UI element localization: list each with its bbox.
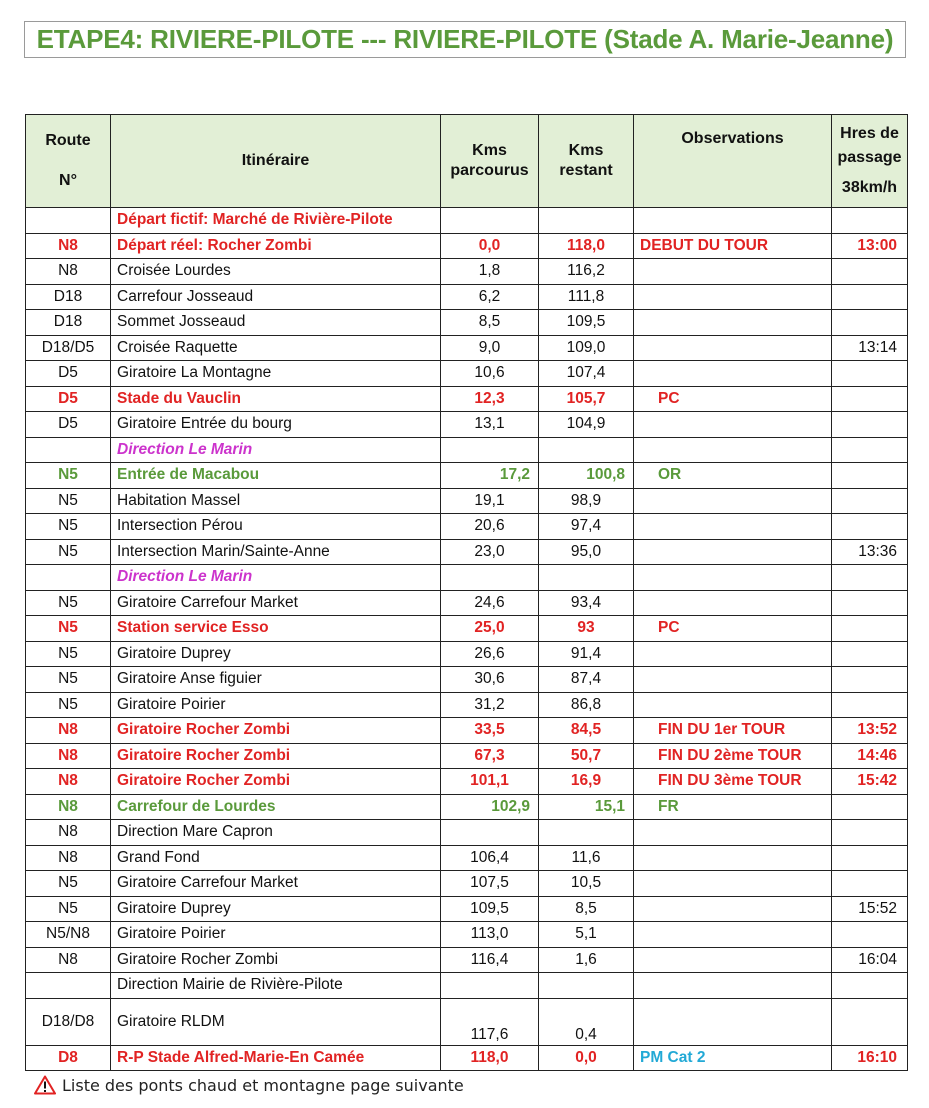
observations-cell: PC [634,616,832,642]
kms-restant-cell [539,820,634,846]
table-row [26,1045,908,1071]
observations-cell: PC [634,386,832,412]
route-cell: N5 [26,463,111,489]
footer-note [34,1073,464,1097]
route-cell: N5 [26,514,111,540]
hres-passage-cell [832,845,908,871]
route-cell: D18 [26,310,111,336]
route-cell: N5 [26,871,111,897]
itinerary-cell: Giratoire Rocher Zombi [111,743,441,769]
kms-parcourus-cell: 26,6 [441,641,539,667]
hres-passage-cell [832,284,908,310]
route-cell [26,437,111,463]
hres-passage-cell [832,463,908,489]
route-cell: N5 [26,488,111,514]
hres-passage-cell: 13:52 [832,718,908,744]
kms-parcourus-cell: 25,0 [441,616,539,642]
observations-cell [634,284,832,310]
itinerary-cell: Giratoire La Montagne [111,361,441,387]
kms-parcourus-cell: 19,1 [441,488,539,514]
table-row [26,514,908,540]
observations-cell: DEBUT DU TOUR [634,233,832,259]
hres-passage-cell [832,871,908,897]
kms-restant-cell [539,208,634,234]
hres-passage-cell [832,922,908,948]
observations-cell [634,361,832,387]
route-cell: N8 [26,845,111,871]
route-cell: N8 [26,233,111,259]
kms-restant-cell: 95,0 [539,539,634,565]
hres-passage-cell [832,361,908,387]
table-row [26,820,908,846]
route-cell: D18/D5 [26,335,111,361]
itinerary-cell: Giratoire Carrefour Market [111,871,441,897]
observations-cell: FIN DU 1er TOUR [634,718,832,744]
observations-cell [634,259,832,285]
itinerary-cell: Giratoire Anse figuier [111,667,441,693]
table-row [26,284,908,310]
table-row [26,590,908,616]
kms-parcourus-cell: 20,6 [441,514,539,540]
observations-cell [634,565,832,591]
kms-parcourus-cell: 116,4 [441,947,539,973]
kms-parcourus-cell: 8,5 [441,310,539,336]
kms-restant-cell: 104,9 [539,412,634,438]
header-kms-restant [539,115,634,208]
table-row [26,743,908,769]
hres-passage-cell [832,998,908,1045]
kms-parcourus-cell [441,208,539,234]
observations-cell: OR [634,463,832,489]
itinerary-cell: Giratoire RLDM [111,998,441,1045]
observations-cell [634,590,832,616]
kms-restant-cell: 109,5 [539,310,634,336]
observations-cell: FR [634,794,832,820]
table-header-row [26,115,908,208]
header-kms-parcourus-line2: parcourus [450,162,529,179]
hres-passage-cell: 13:14 [832,335,908,361]
kms-restant-cell: 8,5 [539,896,634,922]
kms-parcourus-cell: 109,5 [441,896,539,922]
observations-cell [634,412,832,438]
kms-parcourus-cell: 1,8 [441,259,539,285]
table-row [26,998,908,1045]
itinerary-cell: Direction Mairie de Rivière-Pilote [111,973,441,999]
itinerary-cell: Croisée Raquette [111,335,441,361]
itinerary-cell: Carrefour Josseaud [111,284,441,310]
kms-parcourus-cell: 17,2 [441,463,539,489]
table-row [26,667,908,693]
table-row [26,896,908,922]
itinerary-cell: Sommet Josseaud [111,310,441,336]
kms-parcourus-cell [441,820,539,846]
footer-text: Liste des ponts chaud et montagne page suivante [62,1075,464,1095]
hres-passage-cell: 15:52 [832,896,908,922]
observations-cell [634,845,832,871]
route-cell [26,208,111,234]
hres-passage-cell: 16:10 [832,1045,908,1071]
header-kms-parcourus-line1: Kms [472,142,507,159]
route-cell: D8 [26,1045,111,1071]
route-cell: N5 [26,692,111,718]
itinerary-cell: R-P Stade Alfred-Marie-En Camée [111,1045,441,1071]
route-cell: N5 [26,641,111,667]
kms-parcourus-cell: 12,3 [441,386,539,412]
route-cell: N8 [26,718,111,744]
table-row [26,386,908,412]
kms-parcourus-cell: 10,6 [441,361,539,387]
itinerary-cell: Grand Fond [111,845,441,871]
itinerary-cell: Giratoire Rocher Zombi [111,769,441,795]
kms-parcourus-cell: 102,9 [441,794,539,820]
route-cell: D5 [26,386,111,412]
route-cell: D18/D8 [26,998,111,1045]
observations-cell [634,692,832,718]
observations-cell [634,641,832,667]
hres-passage-cell [832,437,908,463]
kms-restant-cell: 11,6 [539,845,634,871]
kms-restant-cell [539,973,634,999]
kms-parcourus-cell: 106,4 [441,845,539,871]
observations-cell [634,335,832,361]
table-row [26,361,908,387]
hres-passage-cell [832,820,908,846]
observations-cell [634,539,832,565]
route-cell: D5 [26,361,111,387]
kms-parcourus-cell: 31,2 [441,692,539,718]
table-row [26,947,908,973]
observations-cell [634,998,832,1045]
observations-cell [634,488,832,514]
hres-passage-cell: 16:04 [832,947,908,973]
table-row [26,973,908,999]
table-row [26,616,908,642]
kms-restant-cell: 93 [539,616,634,642]
table-row [26,233,908,259]
observations-cell: FIN DU 3ème TOUR [634,769,832,795]
warning-icon [34,1075,56,1095]
hres-passage-cell [832,692,908,718]
itinerary-table [25,114,908,1071]
observations-cell [634,208,832,234]
route-cell: D18 [26,284,111,310]
hres-passage-cell [832,386,908,412]
route-cell [26,565,111,591]
kms-restant-cell: 98,9 [539,488,634,514]
hres-passage-cell: 13:36 [832,539,908,565]
itinerary-cell: Giratoire Poirier [111,922,441,948]
itinerary-cell: Giratoire Duprey [111,896,441,922]
observations-cell [634,437,832,463]
observations-cell [634,667,832,693]
kms-restant-cell: 111,8 [539,284,634,310]
itinerary-cell: Départ fictif: Marché de Rivière-Pilote [111,208,441,234]
header-observations [634,115,832,208]
table-row [26,718,908,744]
kms-parcourus-cell: 30,6 [441,667,539,693]
kms-parcourus-cell: 107,5 [441,871,539,897]
kms-restant-cell: 15,1 [539,794,634,820]
itinerary-cell: Giratoire Rocher Zombi [111,947,441,973]
table-row [26,437,908,463]
kms-restant-cell: 93,4 [539,590,634,616]
kms-restant-cell: 105,7 [539,386,634,412]
observations-cell [634,514,832,540]
table-row [26,310,908,336]
table-row [26,259,908,285]
table-row [26,412,908,438]
kms-parcourus-cell [441,437,539,463]
kms-parcourus-cell: 6,2 [441,284,539,310]
itinerary-cell: Intersection Pérou [111,514,441,540]
header-hres-speed: 38km/h [841,179,898,196]
table-row [26,845,908,871]
kms-restant-cell: 87,4 [539,667,634,693]
kms-restant-cell: 0,0 [539,1045,634,1071]
itinerary-cell: Entrée de Macabou [111,463,441,489]
kms-restant-cell: 116,2 [539,259,634,285]
observations-cell [634,871,832,897]
kms-restant-cell: 5,1 [539,922,634,948]
itinerary-cell: Giratoire Carrefour Market [111,590,441,616]
kms-parcourus-cell: 9,0 [441,335,539,361]
table-row [26,565,908,591]
kms-restant-cell: 118,0 [539,233,634,259]
kms-parcourus-cell: 101,1 [441,769,539,795]
kms-parcourus-cell: 67,3 [441,743,539,769]
observations-cell [634,947,832,973]
header-hres [832,115,908,208]
kms-restant-cell [539,565,634,591]
header-route [26,115,111,208]
kms-restant-cell: 91,4 [539,641,634,667]
hres-passage-cell [832,641,908,667]
header-kms-restant-line1: Kms [568,142,604,159]
header-itineraire-label: Itinéraire [241,152,310,169]
table-row [26,488,908,514]
itinerary-cell: Giratoire Rocher Zombi [111,718,441,744]
kms-parcourus-cell: 0,0 [441,233,539,259]
route-cell: N5 [26,590,111,616]
route-cell: N5 [26,539,111,565]
route-cell: N5 [26,616,111,642]
hres-passage-cell [832,208,908,234]
itinerary-cell: Giratoire Entrée du bourg [111,412,441,438]
route-cell: N8 [26,743,111,769]
itinerary-cell: Carrefour de Lourdes [111,794,441,820]
route-cell: D5 [26,412,111,438]
route-cell: N5/N8 [26,922,111,948]
table-row [26,769,908,795]
kms-restant-cell: 0,4 [539,998,634,1045]
itinerary-cell: Croisée Lourdes [111,259,441,285]
route-cell: N8 [26,820,111,846]
hres-passage-cell [832,565,908,591]
route-cell: N8 [26,794,111,820]
header-route-label: Route [45,132,91,149]
kms-parcourus-cell [441,565,539,591]
header-itineraire [111,115,441,208]
route-cell [26,973,111,999]
table-row [26,641,908,667]
observations-cell [634,820,832,846]
itinerary-cell: Giratoire Duprey [111,641,441,667]
kms-parcourus-cell: 113,0 [441,922,539,948]
hres-passage-cell [832,616,908,642]
observations-cell [634,896,832,922]
hres-passage-cell [832,310,908,336]
hres-passage-cell: 14:46 [832,743,908,769]
route-cell: N8 [26,947,111,973]
hres-passage-cell [832,412,908,438]
header-route-no: N° [59,172,77,189]
itinerary-cell: Stade du Vauclin [111,386,441,412]
route-cell: N8 [26,259,111,285]
kms-restant-cell: 86,8 [539,692,634,718]
route-cell: N5 [26,896,111,922]
page-title: ETAPE4: RIVIERE-PILOTE --- RIVIERE-PILOTE (Stade A. Marie-Jeanne) [24,21,906,58]
header-kms-parcourus [441,115,539,208]
header-kms-restant-line2: restant [559,162,613,179]
kms-parcourus-cell: 33,5 [441,718,539,744]
hres-passage-cell: 13:00 [832,233,908,259]
itinerary-cell: Giratoire Poirier [111,692,441,718]
itinerary-cell: Station service Esso [111,616,441,642]
hres-passage-cell [832,259,908,285]
kms-restant-cell: 10,5 [539,871,634,897]
header-observations-label: Observations [681,130,784,147]
table-row [26,208,908,234]
hres-passage-cell [832,488,908,514]
kms-restant-cell: 97,4 [539,514,634,540]
kms-restant-cell: 100,8 [539,463,634,489]
itinerary-cell: Direction Le Marin [111,565,441,591]
table-row [26,922,908,948]
kms-parcourus-cell: 24,6 [441,590,539,616]
hres-passage-cell [832,973,908,999]
observations-cell [634,922,832,948]
kms-parcourus-cell: 13,1 [441,412,539,438]
kms-restant-cell: 1,6 [539,947,634,973]
kms-restant-cell: 84,5 [539,718,634,744]
hres-passage-cell [832,667,908,693]
kms-parcourus-cell: 117,6 [441,998,539,1045]
observations-cell: PM Cat 2 [634,1045,832,1071]
header-hres-line2: passage [837,149,902,166]
route-cell: N5 [26,667,111,693]
table-row [26,463,908,489]
itinerary-cell: Intersection Marin/Sainte-Anne [111,539,441,565]
itinerary-cell: Départ réel: Rocher Zombi [111,233,441,259]
kms-parcourus-cell: 118,0 [441,1045,539,1071]
table-row [26,871,908,897]
kms-restant-cell: 109,0 [539,335,634,361]
observations-cell: FIN DU 2ème TOUR [634,743,832,769]
observations-cell [634,310,832,336]
hres-passage-cell [832,794,908,820]
header-hres-line1: Hres de [840,125,899,142]
itinerary-cell: Direction Mare Capron [111,820,441,846]
itinerary-cell: Habitation Massel [111,488,441,514]
observations-cell [634,973,832,999]
hres-passage-cell [832,590,908,616]
kms-restant-cell [539,437,634,463]
table-row [26,335,908,361]
kms-restant-cell: 16,9 [539,769,634,795]
hres-passage-cell: 15:42 [832,769,908,795]
kms-restant-cell: 50,7 [539,743,634,769]
table-row [26,692,908,718]
hres-passage-cell [832,514,908,540]
itinerary-cell: Direction Le Marin [111,437,441,463]
kms-parcourus-cell: 23,0 [441,539,539,565]
kms-restant-cell: 107,4 [539,361,634,387]
kms-parcourus-cell [441,973,539,999]
route-cell: N8 [26,769,111,795]
table-row [26,794,908,820]
table-row [26,539,908,565]
